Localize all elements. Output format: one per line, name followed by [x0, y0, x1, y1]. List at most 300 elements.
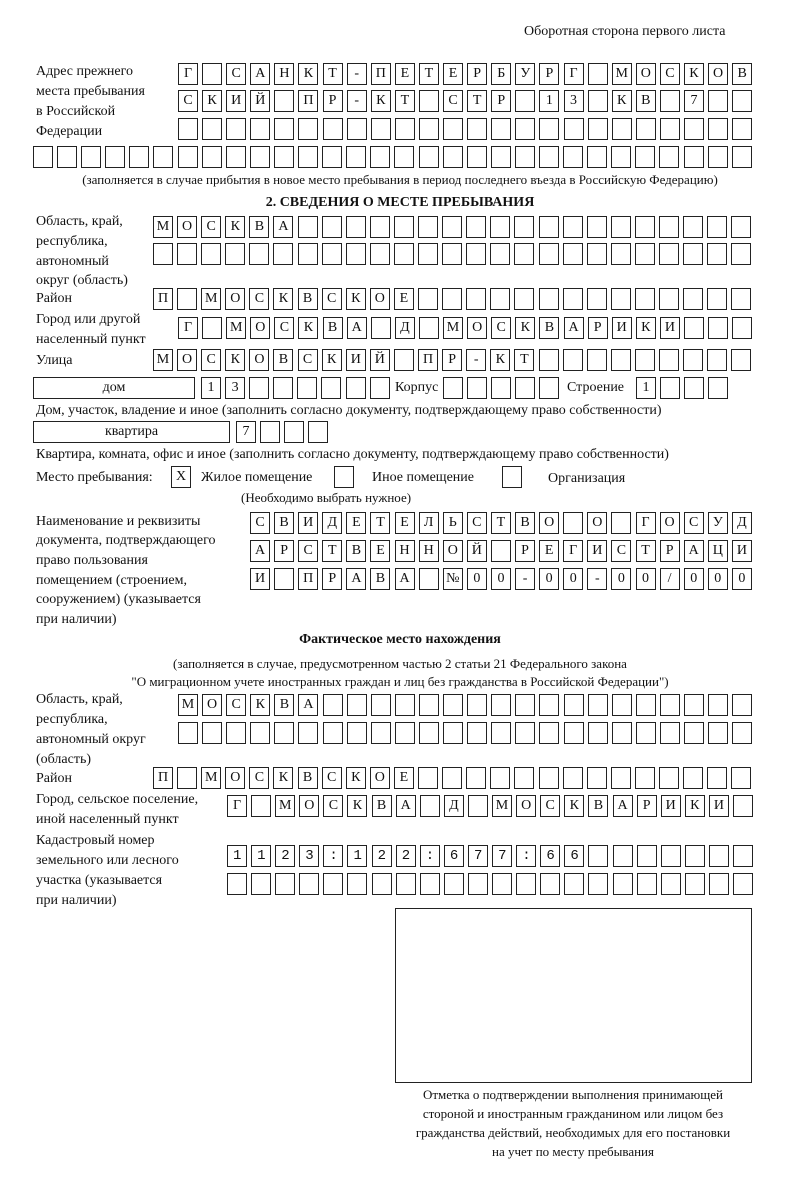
char-cell[interactable]	[250, 146, 270, 168]
char-cell[interactable]	[660, 377, 680, 399]
char-cell[interactable]	[442, 767, 462, 789]
char-cell[interactable]: Т	[491, 512, 511, 534]
char-cell[interactable]	[371, 317, 391, 339]
char-cell[interactable]: Й	[467, 540, 487, 562]
char-cell[interactable]	[515, 146, 535, 168]
char-cell[interactable]: И	[250, 568, 270, 590]
char-cell[interactable]	[660, 722, 680, 744]
char-cell[interactable]	[635, 767, 655, 789]
char-cell[interactable]	[684, 146, 704, 168]
char-cell[interactable]: О	[636, 63, 656, 85]
char-cell[interactable]: М	[201, 767, 221, 789]
char-cell[interactable]: О	[370, 288, 390, 310]
char-cell[interactable]: А	[250, 540, 270, 562]
char-cell[interactable]: У	[708, 512, 728, 534]
char-cell[interactable]	[226, 722, 246, 744]
char-cell[interactable]	[153, 146, 173, 168]
char-cell[interactable]	[371, 694, 391, 716]
prev-address-row-1[interactable]	[178, 63, 756, 85]
char-cell[interactable]: -	[466, 349, 486, 371]
char-cell[interactable]	[709, 873, 729, 895]
char-cell[interactable]: О	[250, 317, 270, 339]
char-cell[interactable]	[684, 377, 704, 399]
char-cell[interactable]	[514, 243, 534, 265]
char-cell[interactable]: Р	[322, 568, 342, 590]
char-cell[interactable]: К	[298, 317, 318, 339]
char-cell[interactable]	[273, 243, 293, 265]
char-cell[interactable]	[419, 568, 439, 590]
char-cell[interactable]	[611, 243, 631, 265]
char-cell[interactable]: Г	[636, 512, 656, 534]
char-cell[interactable]	[732, 722, 752, 744]
char-cell[interactable]: Е	[395, 63, 415, 85]
char-cell[interactable]: 0	[732, 568, 752, 590]
char-cell[interactable]	[321, 377, 341, 399]
char-cell[interactable]	[707, 216, 727, 238]
char-cell[interactable]	[637, 845, 657, 867]
char-cell[interactable]: А	[273, 216, 293, 238]
char-cell[interactable]: И	[612, 317, 632, 339]
char-cell[interactable]	[490, 216, 510, 238]
raion-row[interactable]	[153, 288, 755, 310]
char-cell[interactable]: С	[611, 540, 631, 562]
char-cell[interactable]: К	[202, 90, 222, 112]
char-cell[interactable]	[707, 288, 727, 310]
char-cell[interactable]: В	[274, 512, 294, 534]
char-cell[interactable]	[177, 243, 197, 265]
char-cell[interactable]	[274, 722, 294, 744]
char-cell[interactable]	[468, 795, 488, 817]
char-cell[interactable]: Р	[467, 63, 487, 85]
char-cell[interactable]: 7	[236, 421, 256, 443]
char-cell[interactable]	[563, 288, 583, 310]
char-cell[interactable]	[708, 694, 728, 716]
option-residential-checkbox[interactable]: Х	[171, 466, 191, 488]
char-cell[interactable]: К	[273, 288, 293, 310]
char-cell[interactable]: О	[177, 216, 197, 238]
char-cell[interactable]: 0	[563, 568, 583, 590]
char-cell[interactable]	[419, 317, 439, 339]
char-cell[interactable]	[466, 767, 486, 789]
char-cell[interactable]: О	[516, 795, 536, 817]
char-cell[interactable]	[274, 90, 294, 112]
char-cell[interactable]	[539, 216, 559, 238]
char-cell[interactable]	[683, 767, 703, 789]
char-cell[interactable]	[444, 873, 464, 895]
char-cell[interactable]	[370, 216, 390, 238]
char-cell[interactable]	[467, 722, 487, 744]
char-cell[interactable]	[683, 216, 703, 238]
char-cell[interactable]	[684, 118, 704, 140]
char-cell[interactable]	[539, 722, 559, 744]
char-cell[interactable]	[443, 118, 463, 140]
char-cell[interactable]: Н	[395, 540, 415, 562]
char-cell[interactable]	[564, 722, 584, 744]
char-cell[interactable]: Н	[274, 63, 294, 85]
char-cell[interactable]	[274, 568, 294, 590]
char-cell[interactable]	[298, 216, 318, 238]
char-cell[interactable]	[202, 118, 222, 140]
char-cell[interactable]	[635, 349, 655, 371]
char-cell[interactable]	[419, 90, 439, 112]
char-cell[interactable]	[539, 377, 559, 399]
char-cell[interactable]	[177, 767, 197, 789]
char-cell[interactable]: П	[153, 767, 173, 789]
char-cell[interactable]: С	[491, 317, 511, 339]
char-cell[interactable]	[708, 146, 728, 168]
char-cell[interactable]	[707, 243, 727, 265]
char-cell[interactable]	[731, 216, 751, 238]
char-cell[interactable]: Р	[491, 90, 511, 112]
char-cell[interactable]	[322, 146, 342, 168]
char-cell[interactable]: М	[275, 795, 295, 817]
char-cell[interactable]	[33, 146, 53, 168]
char-cell[interactable]	[707, 349, 727, 371]
char-cell[interactable]: 0	[684, 568, 704, 590]
char-cell[interactable]	[323, 118, 343, 140]
char-cell[interactable]: В	[636, 90, 656, 112]
char-cell[interactable]	[226, 146, 246, 168]
char-cell[interactable]	[322, 243, 342, 265]
char-cell[interactable]: 0	[708, 568, 728, 590]
char-cell[interactable]: К	[490, 349, 510, 371]
char-cell[interactable]: И	[660, 317, 680, 339]
char-cell[interactable]	[660, 118, 680, 140]
char-cell[interactable]	[708, 118, 728, 140]
char-cell[interactable]	[468, 873, 488, 895]
stroenie-row[interactable]	[636, 377, 732, 399]
char-cell[interactable]	[346, 216, 366, 238]
char-cell[interactable]	[491, 377, 511, 399]
char-cell[interactable]	[588, 90, 608, 112]
char-cell[interactable]: -	[587, 568, 607, 590]
char-cell[interactable]	[539, 694, 559, 716]
char-cell[interactable]: А	[250, 63, 270, 85]
doc-row-3[interactable]	[250, 568, 756, 590]
char-cell[interactable]	[347, 722, 367, 744]
char-cell[interactable]: Т	[395, 90, 415, 112]
char-cell[interactable]: И	[661, 795, 681, 817]
char-cell[interactable]	[370, 146, 390, 168]
char-cell[interactable]	[636, 722, 656, 744]
char-cell[interactable]: С	[323, 795, 343, 817]
char-cell[interactable]: В	[249, 216, 269, 238]
prev-address-row-4[interactable]	[33, 146, 756, 168]
char-cell[interactable]	[250, 118, 270, 140]
char-cell[interactable]	[419, 722, 439, 744]
char-cell[interactable]	[635, 288, 655, 310]
char-cell[interactable]	[298, 118, 318, 140]
korpus-row[interactable]	[443, 377, 563, 399]
char-cell[interactable]: О	[225, 288, 245, 310]
char-cell[interactable]: К	[298, 63, 318, 85]
char-cell[interactable]	[588, 118, 608, 140]
char-cell[interactable]: Е	[539, 540, 559, 562]
char-cell[interactable]	[516, 873, 536, 895]
kadastr-row-2[interactable]	[227, 873, 757, 895]
char-cell[interactable]: К	[612, 90, 632, 112]
char-cell[interactable]	[251, 795, 271, 817]
char-cell[interactable]: О	[660, 512, 680, 534]
char-cell[interactable]	[443, 722, 463, 744]
char-cell[interactable]	[514, 216, 534, 238]
char-cell[interactable]: А	[395, 568, 415, 590]
char-cell[interactable]	[394, 146, 414, 168]
char-cell[interactable]	[129, 146, 149, 168]
char-cell[interactable]	[442, 216, 462, 238]
char-cell[interactable]: А	[396, 795, 416, 817]
char-cell[interactable]: Н	[419, 540, 439, 562]
char-cell[interactable]	[539, 146, 559, 168]
char-cell[interactable]	[249, 243, 269, 265]
char-cell[interactable]	[611, 288, 631, 310]
char-cell[interactable]: В	[274, 694, 294, 716]
char-cell[interactable]: А	[684, 540, 704, 562]
char-cell[interactable]	[297, 377, 317, 399]
char-cell[interactable]: С	[201, 216, 221, 238]
char-cell[interactable]	[323, 722, 343, 744]
char-cell[interactable]: Ц	[708, 540, 728, 562]
char-cell[interactable]: Т	[322, 540, 342, 562]
char-cell[interactable]: Е	[346, 512, 366, 534]
char-cell[interactable]	[685, 873, 705, 895]
char-cell[interactable]	[490, 288, 510, 310]
char-cell[interactable]: Е	[394, 767, 414, 789]
char-cell[interactable]	[466, 216, 486, 238]
char-cell[interactable]	[418, 243, 438, 265]
char-cell[interactable]	[564, 694, 584, 716]
char-cell[interactable]: 0	[491, 568, 511, 590]
char-cell[interactable]	[539, 243, 559, 265]
char-cell[interactable]: О	[299, 795, 319, 817]
char-cell[interactable]: К	[273, 767, 293, 789]
char-cell[interactable]	[515, 377, 535, 399]
char-cell[interactable]: Р	[442, 349, 462, 371]
char-cell[interactable]: А	[347, 317, 367, 339]
char-cell[interactable]	[659, 767, 679, 789]
char-cell[interactable]: -	[347, 90, 367, 112]
char-cell[interactable]	[275, 873, 295, 895]
char-cell[interactable]	[709, 845, 729, 867]
char-cell[interactable]: Л	[419, 512, 439, 534]
char-cell[interactable]	[588, 873, 608, 895]
prev-address-row-3[interactable]	[178, 118, 756, 140]
char-cell[interactable]: М	[612, 63, 632, 85]
char-cell[interactable]	[611, 512, 631, 534]
char-cell[interactable]	[467, 377, 487, 399]
char-cell[interactable]	[539, 767, 559, 789]
char-cell[interactable]: К	[636, 317, 656, 339]
char-cell[interactable]	[419, 118, 439, 140]
char-cell[interactable]	[202, 722, 222, 744]
char-cell[interactable]: П	[298, 568, 318, 590]
char-cell[interactable]: С	[298, 349, 318, 371]
char-cell[interactable]	[57, 146, 77, 168]
char-cell[interactable]	[587, 216, 607, 238]
char-cell[interactable]	[587, 288, 607, 310]
char-cell[interactable]	[251, 873, 271, 895]
char-cell[interactable]: 7	[684, 90, 704, 112]
char-cell[interactable]	[466, 243, 486, 265]
char-cell[interactable]	[250, 722, 270, 744]
char-cell[interactable]	[539, 288, 559, 310]
char-cell[interactable]	[323, 694, 343, 716]
char-cell[interactable]	[659, 146, 679, 168]
char-cell[interactable]: И	[298, 512, 318, 534]
char-cell[interactable]: 1	[636, 377, 656, 399]
char-cell[interactable]	[731, 288, 751, 310]
char-cell[interactable]	[732, 317, 752, 339]
char-cell[interactable]: А	[613, 795, 633, 817]
char-cell[interactable]	[491, 694, 511, 716]
char-cell[interactable]	[467, 118, 487, 140]
char-cell[interactable]	[612, 722, 632, 744]
char-cell[interactable]: К	[685, 795, 705, 817]
fact-oblast-row-1[interactable]	[178, 694, 756, 716]
char-cell[interactable]: В	[515, 512, 535, 534]
char-cell[interactable]: С	[226, 63, 246, 85]
char-cell[interactable]	[419, 694, 439, 716]
fact-gorod-row[interactable]	[227, 795, 757, 817]
char-cell[interactable]	[443, 146, 463, 168]
char-cell[interactable]	[659, 216, 679, 238]
char-cell[interactable]: С	[249, 288, 269, 310]
char-cell[interactable]	[322, 216, 342, 238]
char-cell[interactable]	[274, 118, 294, 140]
char-cell[interactable]	[323, 873, 343, 895]
char-cell[interactable]	[731, 243, 751, 265]
char-cell[interactable]	[202, 146, 222, 168]
char-cell[interactable]	[492, 873, 512, 895]
char-cell[interactable]: Й	[370, 349, 390, 371]
char-cell[interactable]: Р	[274, 540, 294, 562]
char-cell[interactable]	[707, 767, 727, 789]
char-cell[interactable]	[612, 118, 632, 140]
char-cell[interactable]: Й	[250, 90, 270, 112]
char-cell[interactable]: П	[153, 288, 173, 310]
char-cell[interactable]	[491, 540, 511, 562]
char-cell[interactable]	[418, 216, 438, 238]
char-cell[interactable]	[732, 90, 752, 112]
char-cell[interactable]: С	[467, 512, 487, 534]
char-cell[interactable]	[661, 873, 681, 895]
char-cell[interactable]: О	[587, 512, 607, 534]
char-cell[interactable]	[733, 873, 753, 895]
char-cell[interactable]	[733, 845, 753, 867]
char-cell[interactable]	[491, 118, 511, 140]
option-other-checkbox[interactable]	[334, 466, 354, 488]
char-cell[interactable]	[394, 349, 414, 371]
char-cell[interactable]: №	[443, 568, 463, 590]
char-cell[interactable]: О	[202, 694, 222, 716]
char-cell[interactable]: Б	[491, 63, 511, 85]
char-cell[interactable]	[660, 90, 680, 112]
char-cell[interactable]: Т	[419, 63, 439, 85]
char-cell[interactable]	[81, 146, 101, 168]
char-cell[interactable]	[394, 216, 414, 238]
char-cell[interactable]: 1	[539, 90, 559, 112]
char-cell[interactable]	[395, 694, 415, 716]
char-cell[interactable]: М	[201, 288, 221, 310]
char-cell[interactable]	[273, 377, 293, 399]
char-cell[interactable]: Г	[564, 63, 584, 85]
char-cell[interactable]	[308, 421, 328, 443]
char-cell[interactable]	[660, 694, 680, 716]
char-cell[interactable]	[708, 90, 728, 112]
char-cell[interactable]	[466, 288, 486, 310]
dom-row[interactable]	[201, 377, 394, 399]
char-cell[interactable]	[178, 146, 198, 168]
char-cell[interactable]: В	[370, 568, 390, 590]
char-cell[interactable]: 0	[636, 568, 656, 590]
char-cell[interactable]	[563, 146, 583, 168]
char-cell[interactable]: Т	[370, 512, 390, 534]
char-cell[interactable]: Р	[588, 317, 608, 339]
char-cell[interactable]: П	[418, 349, 438, 371]
char-cell[interactable]	[443, 694, 463, 716]
char-cell[interactable]	[636, 118, 656, 140]
char-cell[interactable]: В	[539, 317, 559, 339]
char-cell[interactable]	[420, 873, 440, 895]
char-cell[interactable]: В	[298, 288, 318, 310]
char-cell[interactable]: В	[346, 540, 366, 562]
char-cell[interactable]: А	[346, 568, 366, 590]
ulitsa-row[interactable]	[153, 349, 755, 371]
char-cell[interactable]: /	[660, 568, 680, 590]
doc-row-1[interactable]	[250, 512, 756, 534]
char-cell[interactable]: 0	[611, 568, 631, 590]
char-cell[interactable]: О	[708, 63, 728, 85]
char-cell[interactable]	[732, 118, 752, 140]
char-cell[interactable]	[153, 243, 173, 265]
char-cell[interactable]	[346, 377, 366, 399]
char-cell[interactable]: Р	[515, 540, 535, 562]
char-cell[interactable]: Ь	[443, 512, 463, 534]
fact-oblast-row-2[interactable]	[178, 722, 756, 744]
char-cell[interactable]	[467, 146, 487, 168]
char-cell[interactable]: Р	[637, 795, 657, 817]
char-cell[interactable]: К	[371, 90, 391, 112]
char-cell[interactable]	[394, 243, 414, 265]
char-cell[interactable]	[684, 722, 704, 744]
char-cell[interactable]	[563, 512, 583, 534]
char-cell[interactable]	[708, 317, 728, 339]
char-cell[interactable]	[177, 288, 197, 310]
char-cell[interactable]: Г	[227, 795, 247, 817]
char-cell[interactable]	[563, 767, 583, 789]
char-cell[interactable]: А	[564, 317, 584, 339]
char-cell[interactable]: В	[298, 767, 318, 789]
char-cell[interactable]	[563, 243, 583, 265]
char-cell[interactable]: О	[467, 317, 487, 339]
char-cell[interactable]	[347, 118, 367, 140]
char-cell[interactable]: В	[372, 795, 392, 817]
kv-type-field[interactable]: квартира	[33, 421, 230, 443]
option-organization-checkbox[interactable]	[502, 466, 522, 488]
char-cell[interactable]	[298, 146, 318, 168]
char-cell[interactable]	[514, 767, 534, 789]
char-cell[interactable]: В	[732, 63, 752, 85]
char-cell[interactable]	[587, 767, 607, 789]
char-cell[interactable]: М	[153, 349, 173, 371]
char-cell[interactable]: В	[323, 317, 343, 339]
char-cell[interactable]	[685, 845, 705, 867]
char-cell[interactable]	[105, 146, 125, 168]
char-cell[interactable]	[564, 118, 584, 140]
char-cell[interactable]	[588, 722, 608, 744]
char-cell[interactable]	[635, 216, 655, 238]
char-cell[interactable]	[731, 767, 751, 789]
